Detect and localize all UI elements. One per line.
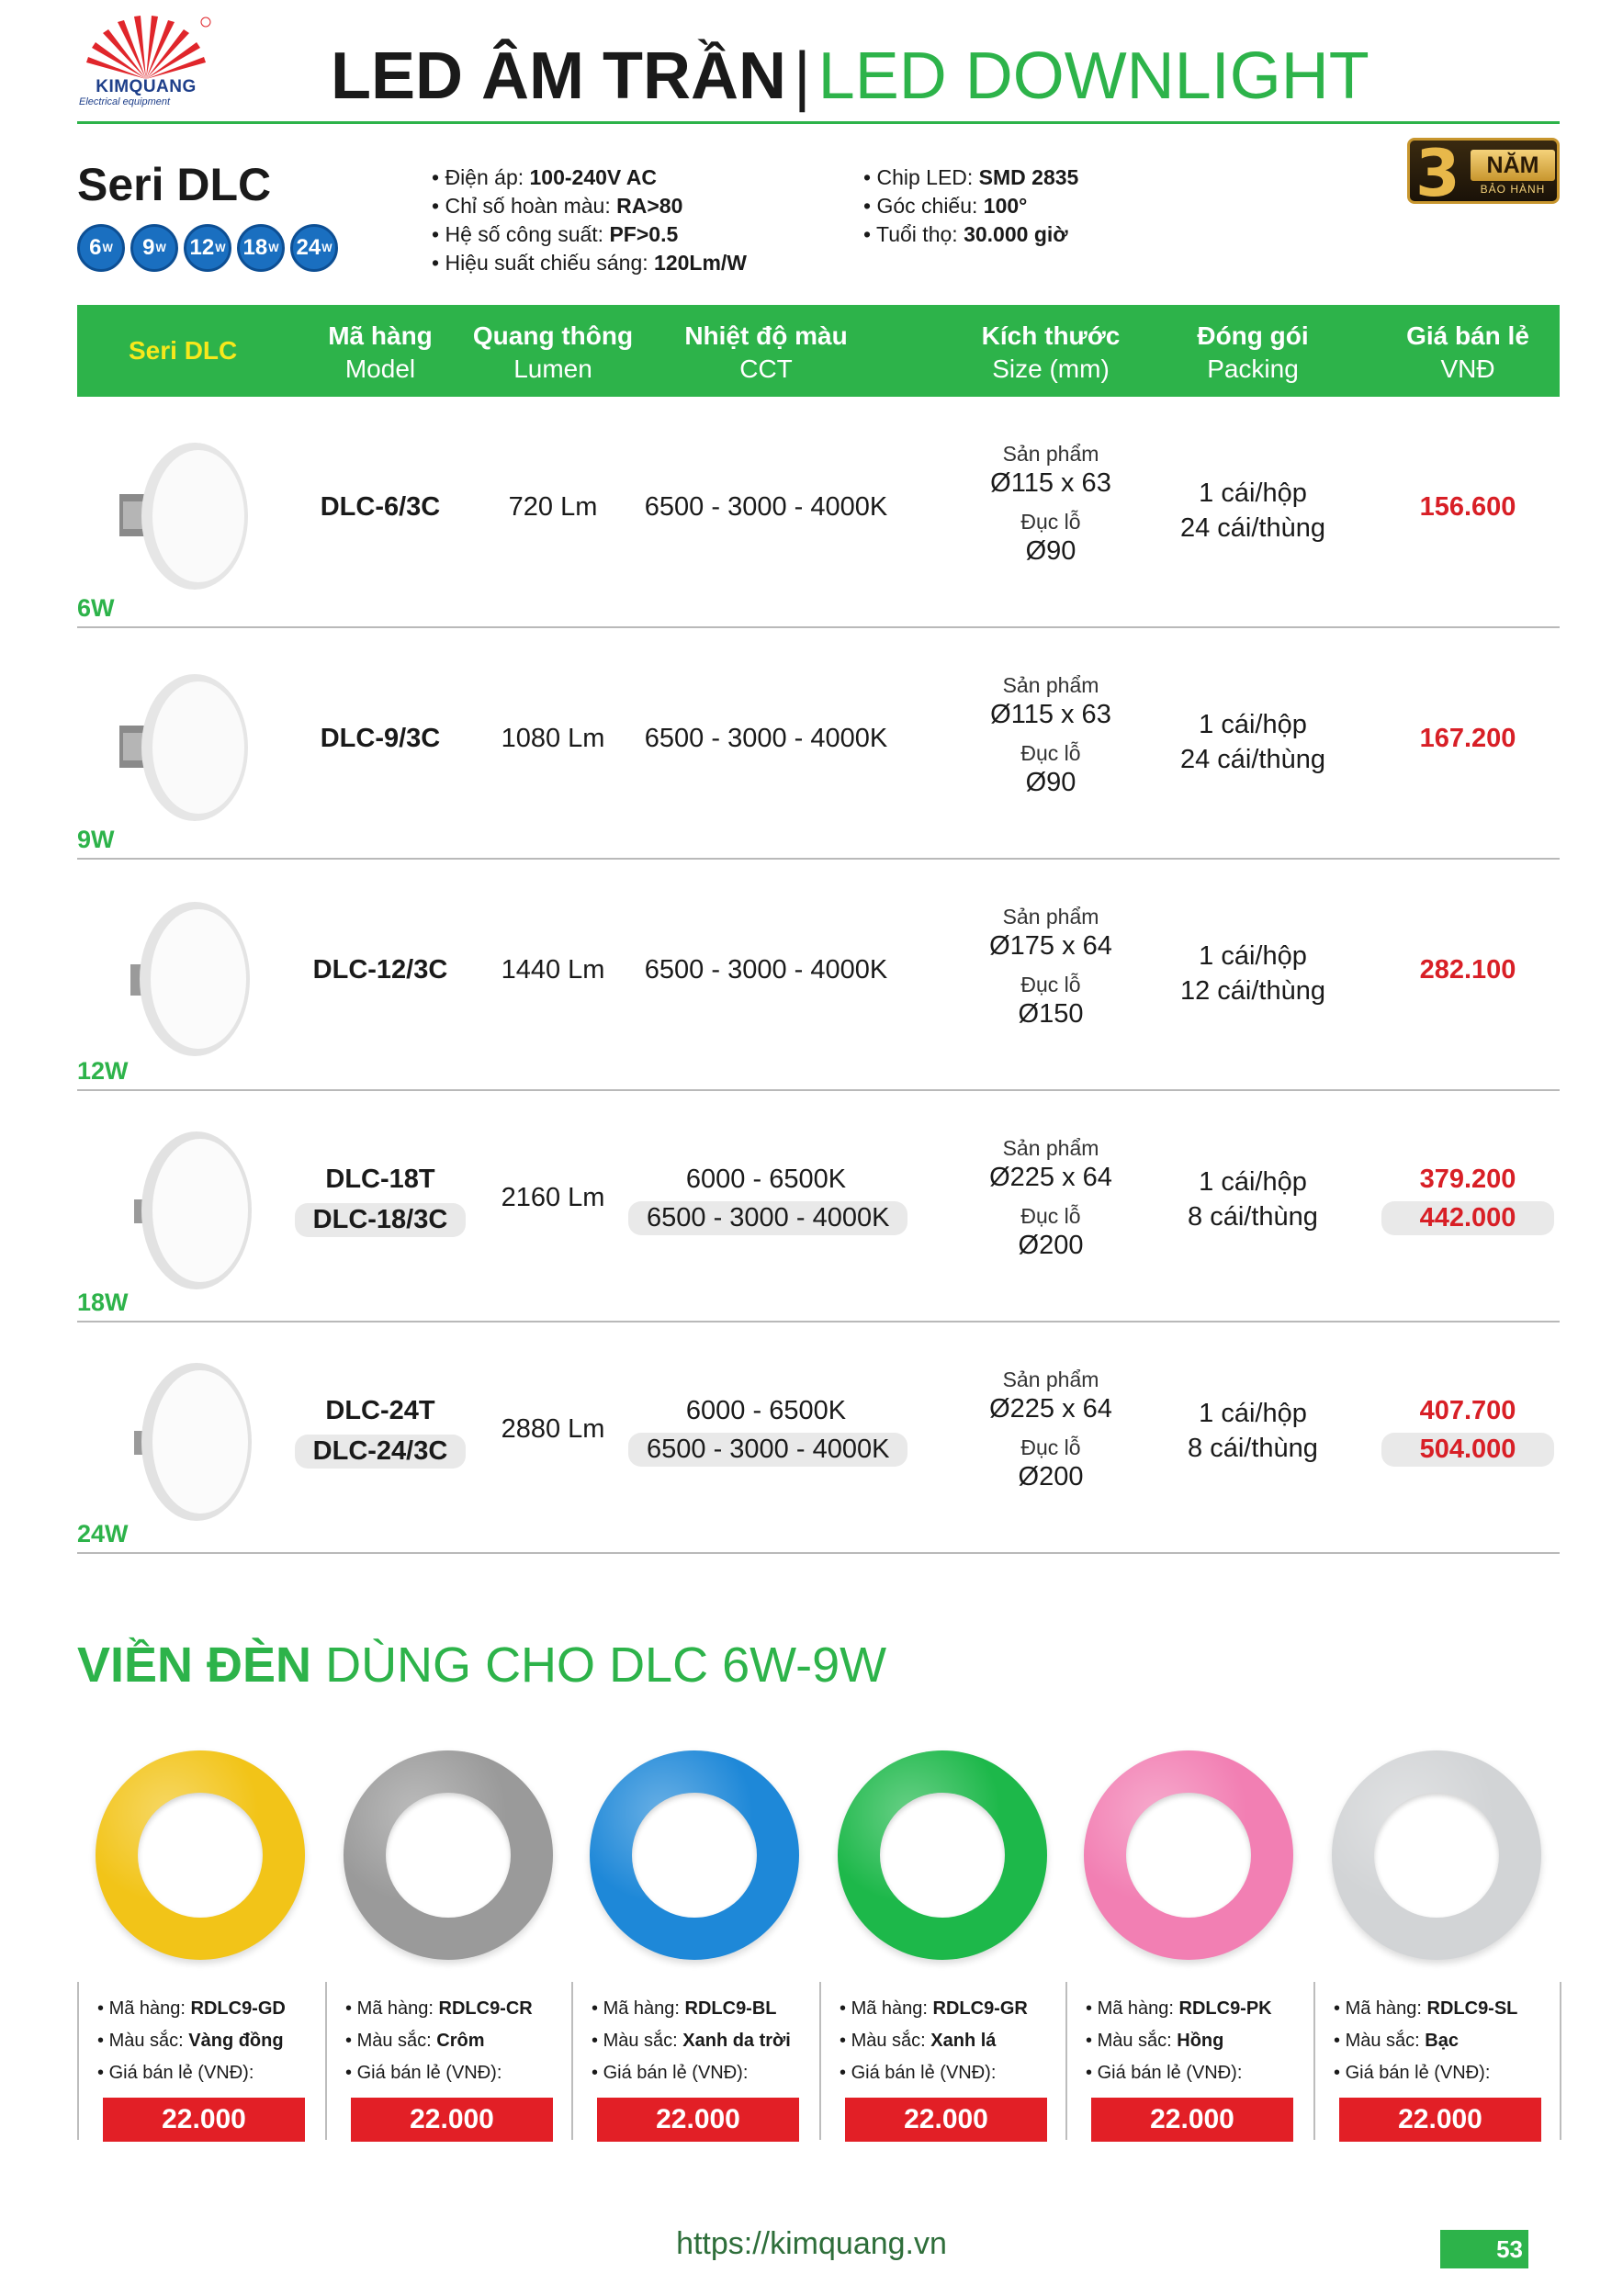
accessory-rings: [77, 1750, 1560, 1971]
spec-item: • Chip LED: SMD 2835: [863, 163, 1078, 192]
spec-list-electrical: [432, 163, 747, 277]
accessory-price: 22.000: [597, 2098, 799, 2142]
header-size: Kích thước Size (mm): [981, 321, 1121, 383]
header-series: Seri DLC: [129, 336, 238, 365]
accessory-color: • Màu sắc: Hồng: [1086, 2031, 1223, 2052]
row-price: 282.100: [1419, 955, 1516, 985]
downlight-image: [110, 1126, 254, 1293]
brand-name: KIMQUANG: [96, 77, 197, 96]
row-model-alt: DLC-18/3C: [285, 1203, 476, 1237]
accessory-code: • Mã hàng: RDLC9-CR: [345, 1998, 533, 2020]
page-title-separator: |: [793, 39, 811, 113]
warranty-word: NĂM: [1471, 150, 1555, 181]
row-watt-label: 12W: [77, 1057, 129, 1085]
row-size: Sản phẩm Ø225 x 64 Đục lỗ Ø200: [989, 1367, 1112, 1491]
header-divider: [77, 121, 1560, 124]
row-price: 379.200: [1419, 1165, 1516, 1194]
row-model: DLC-12/3C: [312, 955, 448, 985]
row-price: 167.200: [1419, 724, 1516, 753]
accessory-code: • Mã hàng: RDLC9-GD: [97, 1998, 286, 2020]
row-size: Sản phẩm Ø175 x 64 Đục lỗ Ø150: [989, 905, 1112, 1029]
row-lumen: 2880 Lm: [501, 1414, 605, 1444]
row-price: 156.600: [1419, 492, 1516, 522]
spec-item: • Hiệu suất chiếu sáng: 120Lm/W: [432, 249, 747, 277]
page-title-sub: LED DOWNLIGHT: [817, 39, 1369, 113]
row-cct: 6500 - 3000 - 4000K: [644, 724, 888, 753]
ring-blue-image: [590, 1750, 799, 1960]
accessory-card: [1313, 1982, 1561, 2140]
watt-badge: 24 W: [290, 224, 338, 272]
spec-item: • Hệ số công suất: PF>0.5: [432, 220, 747, 249]
table-row: [77, 1091, 1560, 1322]
header-cct: Nhiệt độ màu CCT: [684, 321, 848, 383]
spec-item: • Góc chiếu: 100°: [863, 192, 1078, 220]
downlight-image: [110, 895, 254, 1062]
watt-badge: 12 W: [184, 224, 231, 272]
table-header: [77, 305, 1560, 397]
accessory-code: • Mã hàng: RDLC9-GR: [840, 1998, 1028, 2020]
row-watt-label: 24W: [77, 1520, 129, 1548]
ring-green-image: [838, 1750, 1047, 1960]
watt-badge: 18 W: [237, 224, 285, 272]
row-watt-label: 6W: [77, 594, 115, 622]
accessory-card: [1065, 1982, 1313, 2140]
row-model: DLC-18T: [325, 1165, 435, 1194]
brand-logo: [77, 15, 215, 107]
accessory-price-label: • Giá bán lẻ (VNĐ):: [345, 2063, 502, 2084]
accessory-color: • Màu sắc: Xanh lá: [840, 2031, 996, 2052]
accessory-price-label: • Giá bán lẻ (VNĐ):: [1334, 2063, 1490, 2084]
row-cct: 6000 - 6500K: [685, 1165, 847, 1194]
ring-gold-image: [96, 1750, 305, 1960]
accessory-card: [571, 1982, 819, 2140]
ring-chrome-image: [344, 1750, 553, 1960]
accessory-price: 22.000: [103, 2098, 305, 2142]
page-title-main: LED ÂM TRẦN: [331, 39, 786, 113]
header-lumen: Quang thông Lumen: [472, 321, 634, 383]
accessory-price: 22.000: [351, 2098, 553, 2142]
ring-silver-image: [1332, 1750, 1541, 1960]
warranty-caption: BẢO HÀNH: [1480, 183, 1546, 196]
row-price-alt: 442.000: [1376, 1201, 1560, 1235]
warranty-badge: [1407, 136, 1560, 211]
row-size: Sản phẩm Ø115 x 63 Đục lỗ Ø90: [990, 442, 1111, 566]
row-watt-label: 18W: [77, 1289, 129, 1316]
accessory-price: 22.000: [1091, 2098, 1293, 2142]
row-cct: 6000 - 6500K: [685, 1396, 847, 1425]
accessory-section-title: VIỀN ĐÈN DÙNG CHO DLC 6W-9W: [77, 1638, 887, 1693]
accessory-card: [77, 1982, 325, 2140]
row-packing: 1 cái/hộp 24 cái/thùng: [1179, 710, 1325, 774]
page-title: [331, 35, 1369, 118]
accessory-color: • Màu sắc: Crôm: [345, 2031, 485, 2052]
downlight-image: [110, 1357, 254, 1525]
watt-badge: 9 W: [130, 224, 178, 272]
row-packing: 1 cái/hộp 8 cái/thùng: [1188, 1167, 1318, 1232]
series-name: Seri DLC: [77, 159, 272, 210]
row-price: 407.700: [1419, 1396, 1516, 1425]
table-row: [77, 628, 1560, 860]
spec-list-optical: [863, 163, 1078, 249]
brand-tagline: Electrical equipment: [79, 96, 171, 107]
accessory-color: • Màu sắc: Vàng đồng: [97, 2031, 284, 2052]
row-lumen: 1080 Lm: [501, 724, 605, 753]
row-cct-alt: 6500 - 3000 - 4000K: [628, 1201, 904, 1235]
accessory-code: • Mã hàng: RDLC9-BL: [592, 1998, 777, 2020]
accessory-color: • Màu sắc: Bạc: [1334, 2031, 1459, 2052]
header-packing: Đóng gói Packing: [1197, 321, 1309, 383]
row-lumen: 720 Lm: [508, 492, 598, 522]
wattage-badges: [77, 224, 338, 272]
table-row: [77, 860, 1560, 1091]
row-lumen: 2160 Lm: [501, 1183, 605, 1212]
row-cct: 6500 - 3000 - 4000K: [644, 955, 888, 985]
spec-item: • Điện áp: 100-240V AC: [432, 163, 747, 192]
row-lumen: 1440 Lm: [501, 955, 605, 985]
spec-item: • Tuổi thọ: 30.000 giờ: [863, 220, 1078, 249]
accessory-price-label: • Giá bán lẻ (VNĐ):: [592, 2063, 748, 2084]
accessory-color: • Màu sắc: Xanh da trời: [592, 2031, 791, 2052]
header-model: Mã hàng Model: [328, 321, 433, 383]
row-model-alt: DLC-24/3C: [285, 1435, 476, 1469]
row-size: Sản phẩm Ø115 x 63 Đục lỗ Ø90: [990, 673, 1111, 797]
table-row: [77, 397, 1560, 628]
accessory-card: [325, 1982, 571, 2140]
row-model: DLC-9/3C: [320, 724, 441, 753]
accessory-price: 22.000: [1339, 2098, 1541, 2142]
page-number: 53: [1440, 2230, 1528, 2268]
watt-badge: 6 W: [77, 224, 125, 272]
logo-rays-icon: [77, 15, 215, 84]
row-cct: 6500 - 3000 - 4000K: [644, 492, 888, 522]
table-row: [77, 1322, 1560, 1554]
accessory-code: • Mã hàng: RDLC9-PK: [1086, 1998, 1272, 2020]
row-model: DLC-6/3C: [320, 492, 441, 522]
header-price: Giá bán lẻ VNĐ: [1406, 321, 1529, 383]
spec-item: • Chỉ số hoàn màu: RA>80: [432, 192, 747, 220]
downlight-image: [110, 663, 254, 830]
accessory-price-label: • Giá bán lẻ (VNĐ):: [840, 2063, 996, 2084]
accessory-price: 22.000: [845, 2098, 1047, 2142]
row-packing: 1 cái/hộp 12 cái/thùng: [1179, 941, 1325, 1006]
accessory-card: [819, 1982, 1065, 2140]
accessory-price-label: • Giá bán lẻ (VNĐ):: [1086, 2063, 1242, 2084]
row-size: Sản phẩm Ø225 x 64 Đục lỗ Ø200: [989, 1136, 1112, 1260]
ring-pink-image: [1084, 1750, 1293, 1960]
downlight-image: [110, 432, 254, 599]
accessory-price-label: • Giá bán lẻ (VNĐ):: [97, 2063, 254, 2084]
row-cct-alt: 6500 - 3000 - 4000K: [628, 1433, 904, 1467]
website-link[interactable]: https://kimquang.vn: [676, 2226, 947, 2261]
row-watt-label: 9W: [77, 826, 115, 853]
row-packing: 1 cái/hộp 8 cái/thùng: [1188, 1399, 1318, 1463]
warranty-years: 3: [1415, 136, 1460, 211]
row-price-alt: 504.000: [1376, 1433, 1560, 1467]
row-model: DLC-24T: [325, 1396, 435, 1425]
accessory-code: • Mã hàng: RDLC9-SL: [1334, 1998, 1517, 2020]
row-packing: 1 cái/hộp 24 cái/thùng: [1179, 478, 1325, 543]
